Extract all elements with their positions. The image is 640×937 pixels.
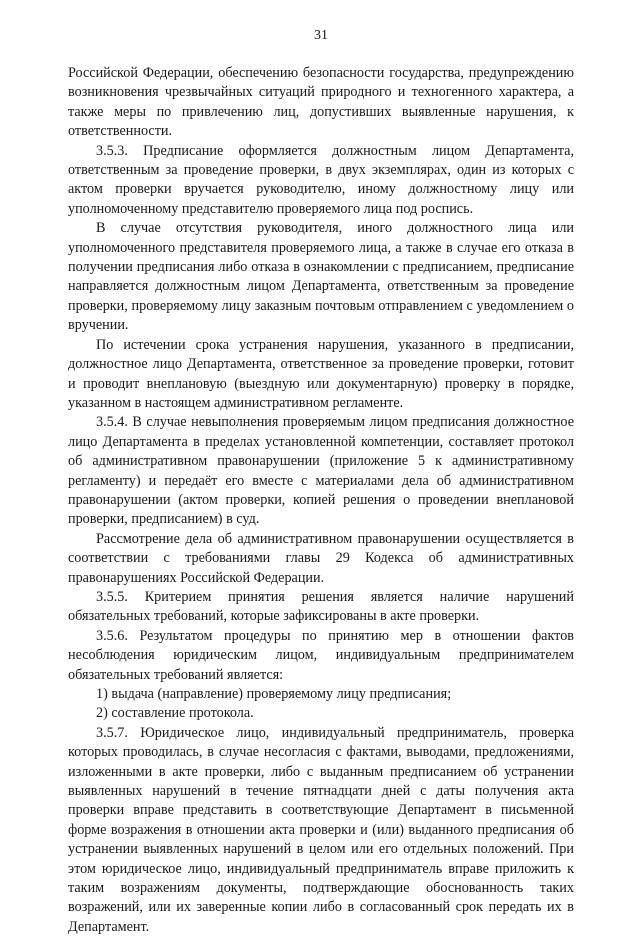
paragraph-3-5-6: 3.5.6. Результатом процедуры по принятию мер в отношении фактов несоблюдения юридическим лицом, индивидуальным предпринимателем обязательных требований является: — [68, 627, 574, 683]
paragraph-deadline-expiry: По истечении срока устранения нарушения, указанного в предписании, должностное лицо Департамента, ответственное за проведение проверки, готовит и проводит внеплановую (выездную или документарную) проверку в порядке, указанном в настоящем административном регламенте. — [68, 336, 574, 411]
paragraph-3-5-4: 3.5.4. В случае невыполнения проверяемым лицом предписания должностное лицо Департамента в пределах установленной компетенции, составляет протокол об административном правонарушении (приложение 5 к административному регламенту) и передаёт его вместе с материалами дела об административном правонарушении (актом проверки, копией решения о проведении внеплановой проверки, предписанием) в суд. — [68, 414, 574, 528]
paragraph-3-5-5: 3.5.5. Критерием принятия решения является наличие нарушений обязательных требований, которые зафиксированы в акте проверки. — [68, 588, 574, 625]
list-item-2: 2) составление протокола. — [96, 705, 254, 722]
paragraph-3-5-3: 3.5.3. Предписание оформляется должностным лицом Департамента, ответственным за проведение проверки, в двух экземплярах, один из которых с актом проверки вручается руководителю, иному должностному лицу или уполномоченному представителю проверяемого лица под роспись. — [68, 142, 574, 217]
paragraph-absence-of-head: В случае отсутствия руководителя, иного должностного лица или уполномоченного представителя проверяемого лица, а также в случае его отказа в получении предписания либо отказа в ознакомлении с предписанием, предписание направляется должностным лицом Департамента, ответственным за проведение проверки, проверяемому лицу заказным почтовым отправлением с уведомлением о вручении. — [68, 220, 574, 334]
page-number: 31 — [314, 28, 328, 43]
list-item-1: 1) выдача (направление) проверяемому лицу предписания; — [96, 686, 452, 702]
paragraph-case-consideration: Рассмотрение дела об административном правонарушении осуществляется в соответствии с требованиями главы 29 Кодекса об административных правонарушениях Российской Федерации. — [68, 530, 574, 586]
paragraph-continuation: Российской Федерации, обеспечению безопасности государства, предупреждению возникновения чрезвычайных ситуаций природного и техногенного характера, а также меры по привлечению лиц, допустивших выявленные нарушения, к ответственности. — [68, 65, 574, 140]
paragraph-3-5-7: 3.5.7. Юридическое лицо, индивидуальный предприниматель, проверка которых проводилась, в случае несогласия с фактами, выводами, предложениями, изложенными в акте проверки, либо с выданным предписанием об устранении выявленных нарушений в течение пятнадцати дней с даты получения акта проверки вправе представить в соответствующие Департамент в письменной форме возражения в отношении акта проверки и (или) выданного предписания об устранении выявленных нарушений в целом или его отдельных положений. При этом юридическое лицо, индивидуальный предприниматель вправе приложить к таким возражениям документы, подтверждающие обоснованность таких возражений, или их заверенные копии либо в согласованный срок передать их в Департамент. — [68, 724, 574, 935]
